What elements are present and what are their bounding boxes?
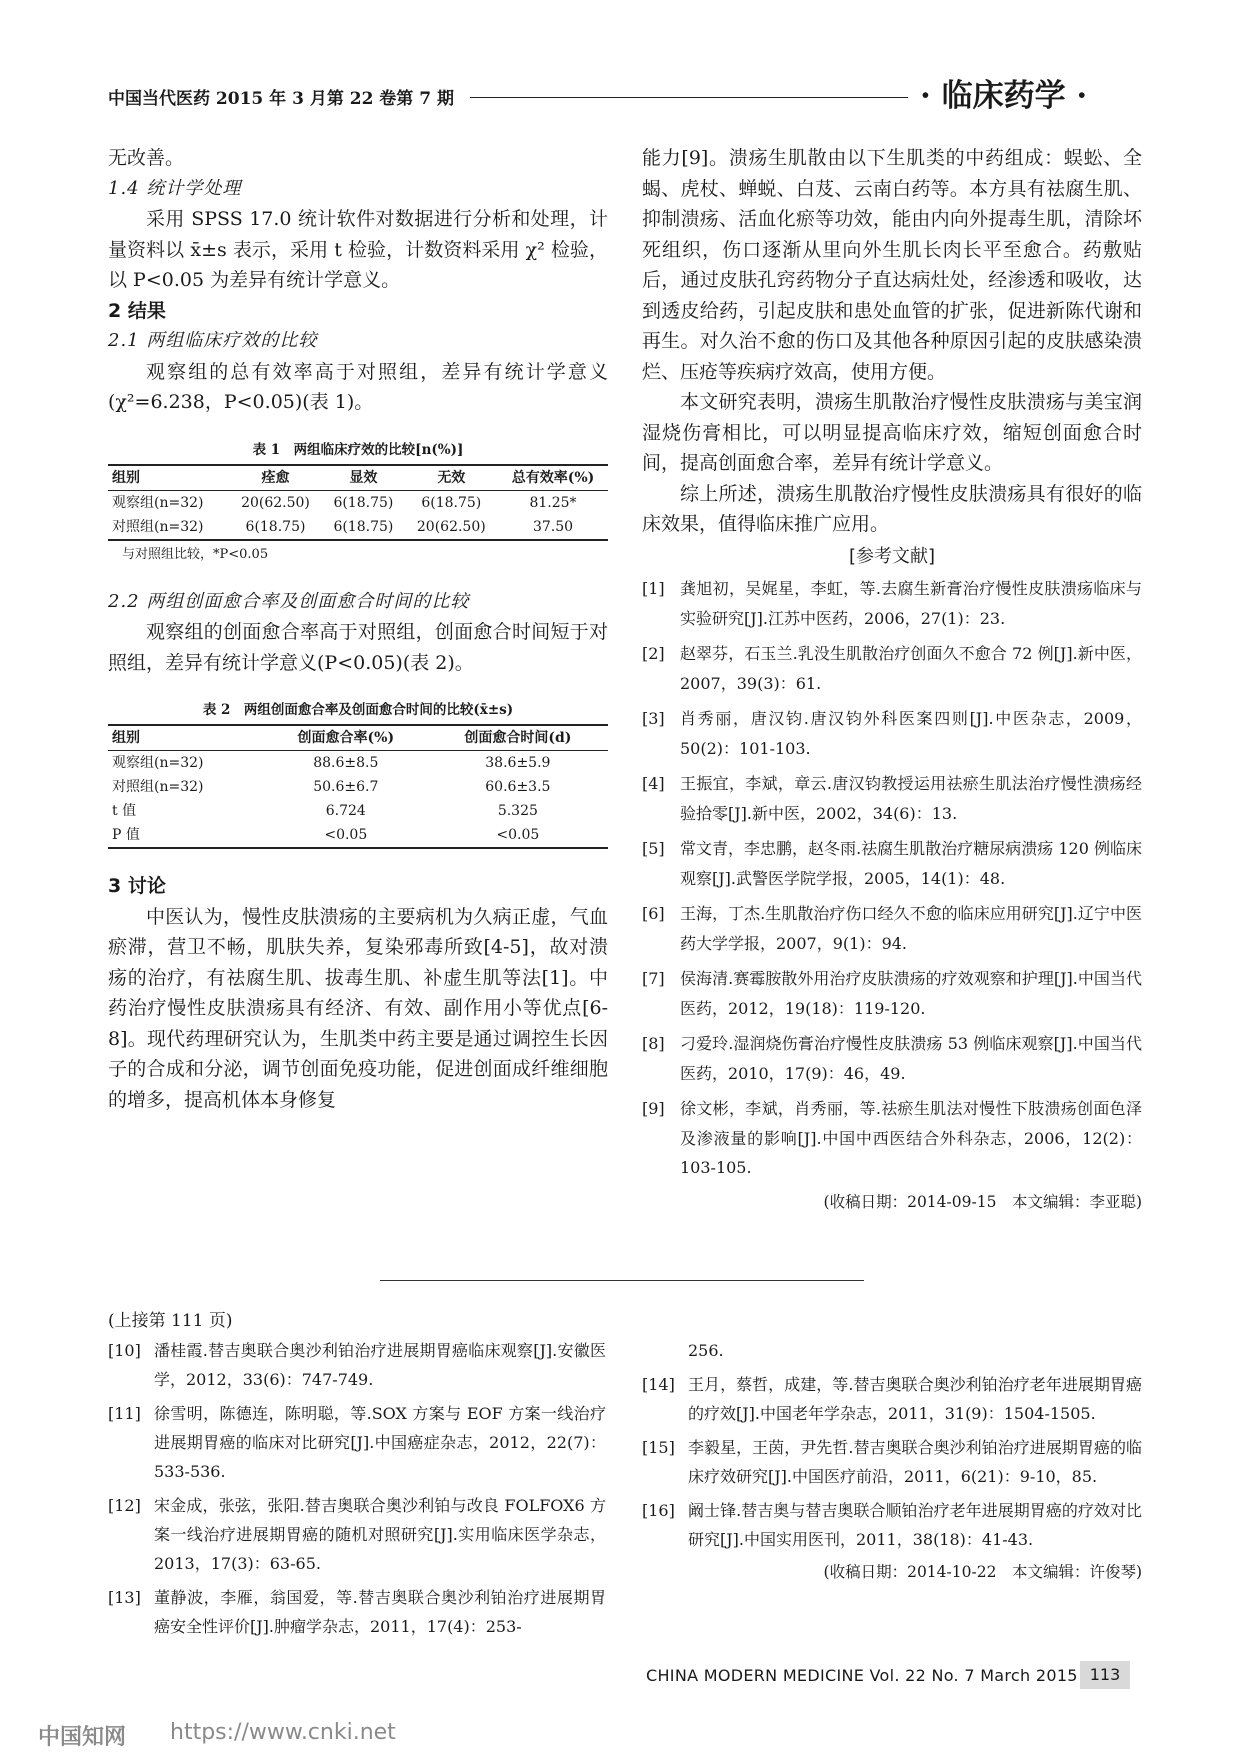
- table-cell: <0.05: [264, 823, 428, 848]
- received-date: (收稿日期：2014-10-22 本文编辑：许俊琴): [823, 1563, 1142, 1581]
- reference-item: [642, 1496, 1142, 1554]
- table-cell: 对照组(n=32): [112, 779, 204, 795]
- table-cell: <0.05: [428, 823, 608, 848]
- table-header-cell: 总有效率(%): [498, 465, 608, 491]
- table-header-row: [108, 465, 608, 491]
- reference-text: 徐文彬，李斌，肖秀丽，等.祛瘀生肌法对慢性下肢溃疡创面色泽及渗液量的影响[J].中国中西医结合外科杂志，2006，12(2)：103-105.: [680, 1099, 1142, 1177]
- reference-text: 宋金成，张弦，张阳.替吉奥联合奥沙利铂与改良 FOLFOX6 方案一线治疗进展期胃癌的随机对照研究[J].实用临床医学杂志，2013，17(3)：63-65.: [154, 1496, 606, 1573]
- table-header-cell: 组别: [108, 465, 229, 491]
- reference-number: [12]: [108, 1496, 141, 1515]
- table-header-cell: 组别: [108, 725, 264, 751]
- table-header-cell: 痊愈: [229, 465, 322, 491]
- table-1-caption: 表 1 两组临床疗效的比较[n(%)]: [252, 441, 464, 458]
- reference-item: [642, 1094, 1142, 1183]
- table-cell: 观察组(n=32): [112, 755, 204, 771]
- reference-text: 常文青，李忠鹏，赵冬雨.祛腐生肌散治疗糖尿病溃疡 120 例临床观察[J].武警医学院学报，2005，14(1)：48.: [680, 839, 1142, 888]
- table-row: [108, 490, 608, 515]
- reference-number: [11]: [108, 1404, 141, 1423]
- table-cell: 6(18.75): [322, 515, 405, 540]
- reference-text: 刁爱玲.湿润烧伤膏治疗慢性皮肤溃疡 53 例临床观察[J].中国当代医药，2010，17(9)：46，49.: [680, 1034, 1142, 1083]
- table-cell: 88.6±8.5: [313, 755, 379, 771]
- table-cell: 38.6±5.9: [485, 755, 551, 771]
- table-cell: 对照组(n=32): [108, 515, 229, 540]
- reference-text: 李毅星，王茵，尹先哲.替吉奥联合奥沙利铂治疗进展期胃癌的临床疗效研究[J].中国医疗前沿，2011，6(21)：9-10，85.: [688, 1438, 1142, 1486]
- reference-number: [2]: [642, 644, 665, 663]
- table-header-row: [108, 725, 608, 751]
- paragraph-2-1: 观察组的总有效率高于对照组，差异有统计学意义(χ²=6.238，P<0.05)(表 1)。: [108, 360, 608, 413]
- reference-text: 赵翠芬，石玉兰.乳没生肌散治疗创面久不愈合 72 例[J].新中医，2007，39(3)：61.: [680, 644, 1142, 693]
- table-cell: 20(62.50): [405, 515, 498, 540]
- running-header: 中国当代医药 2015 年 3 月第 22 卷第 7 期: [108, 89, 454, 109]
- reference-continuation: 256.: [688, 1341, 724, 1360]
- paragraph: 能力[9]。溃疡生肌散由以下生肌类的中药组成：蜈蚣、全蝎、虎杖、蝉蜕、白芨、云南白药等。本方具有祛腐生肌、抑制溃疡、活血化瘀等功效，能由内向外提毒生肌，清除坏死组织，伤口逐渐从里向外生肌长肉长平至愈合。药敷贴后，通过皮肤孔窍药物分子直达病灶处，经渗透和吸收，达到透皮给药，引起皮肤和患处血管的扩张，促进新陈代谢和再生。对久治不愈的伤口及其他各种原因引起的皮肤感染溃烂、压疮等疾病疗效高，使用方便。: [642, 147, 1142, 383]
- reference-item: [642, 834, 1142, 893]
- reference-item: [642, 1370, 1142, 1428]
- reference-number: [4]: [642, 774, 665, 793]
- table-cell: 37.50: [498, 515, 608, 540]
- table-row: [108, 515, 608, 540]
- paragraph: 本文研究表明，溃疡生肌散治疗慢性皮肤溃疡与美宝润湿烧伤膏相比，可以明显提高临床疗效，缩短创面愈合时间，提高创面愈合率，差异有统计学意义。: [642, 391, 1142, 474]
- reference-text: 龚旭初，吴娓星，李虹，等.去腐生新膏治疗慢性皮肤溃疡临床与实验研究[J].江苏中医药，2006，27(1)：23.: [680, 579, 1142, 628]
- reference-number: [5]: [642, 839, 665, 858]
- reference-number: [13]: [108, 1588, 141, 1607]
- heading-2-2: 2.2 两组创面愈合率及创面愈合时间的比较: [108, 590, 470, 612]
- reference-item: [642, 639, 1142, 698]
- reference-text: 阚士锋.替吉奥与替吉奥联合顺铂治疗老年进展期胃癌的疗效对比研究[J].中国实用医刊，2011，38(18)：41-43.: [688, 1501, 1142, 1549]
- heading-2-1: 2.1 两组临床疗效的比较: [108, 330, 318, 351]
- table-cell: t 值: [112, 803, 137, 819]
- reference-item: [108, 1399, 606, 1486]
- table-cell: 20(62.50): [241, 494, 310, 511]
- reference-text: 徐雪明，陈德连，陈明聪，等.SOX 方案与 EOF 方案一线治疗进展期胃癌的临床对比研究[J].中国癌症杂志，2012，22(7)：533-536.: [154, 1404, 606, 1481]
- table-row: [108, 775, 608, 799]
- reference-item: [642, 769, 1142, 828]
- table-header-cell: 创面愈合时间(d): [428, 725, 608, 751]
- reference-number: [16]: [642, 1501, 675, 1520]
- continued-label: (上接第 111 页): [108, 1311, 233, 1331]
- cnki-watermark-url: https://www.cnki.net: [170, 1720, 396, 1745]
- reference-item: [108, 1491, 606, 1578]
- table-cell: 6(18.75): [333, 494, 394, 511]
- table-cell: 81.25*: [529, 494, 577, 511]
- reference-number: [15]: [642, 1438, 675, 1457]
- heading-discussion: 3 讨论: [108, 875, 166, 897]
- table-header-cell: 创面愈合率(%): [264, 725, 428, 751]
- reference-item: [642, 1433, 1142, 1491]
- right-column: [642, 143, 1142, 1215]
- header-rule: [470, 97, 908, 98]
- heading-results: 2 结果: [108, 299, 166, 322]
- left-column: [108, 143, 608, 1115]
- table-1-note: 与对照组比较，*P<0.05: [122, 546, 269, 562]
- table-2: [108, 724, 608, 849]
- reference-text: 王海，丁杰.生肌散治疗伤口经久不愈的临床应用研究[J].辽宁中医药大学学报，2007，9(1)：94.: [680, 904, 1142, 953]
- table-header-cell: 无效: [405, 465, 498, 491]
- table-row: [108, 823, 608, 848]
- paragraph: 综上所述，溃疡生肌散治疗慢性皮肤溃疡具有很好的临床效果，值得临床推广应用。: [642, 482, 1142, 535]
- reference-text: 侯海清.赛霉胺散外用治疗皮肤溃疡的疗效观察和护理[J].中国当代医药，2012，19(18)：119-120.: [680, 969, 1142, 1018]
- reference-number: [6]: [642, 904, 665, 923]
- continued-right-column: [642, 1336, 1142, 1585]
- reference-text: 王月，蔡哲，成建，等.替吉奥联合奥沙利铂治疗老年进展期胃癌的疗效[J].中国老年学杂志，2011，31(9)：1504-1505.: [688, 1375, 1142, 1423]
- table-cell: 60.6±3.5: [485, 779, 551, 795]
- table-cell: 5.325: [497, 803, 538, 819]
- table-cell: 6(18.75): [229, 515, 322, 540]
- paragraph-stats: 采用 SPSS 17.0 统计软件对数据进行分析和处理，计量资料以 x̄±s 表示，采用 t 检验，计数资料采用 χ² 检验，以 P<0.05 为差异有统计学意义。: [108, 208, 608, 291]
- cnki-watermark-logo: 中国知网: [38, 1725, 127, 1750]
- page-number: 113: [1080, 1661, 1130, 1689]
- received-date: (收稿日期：2014-09-15 本文编辑：李亚聪): [823, 1192, 1142, 1211]
- reference-text: 肖秀丽，唐汉钧.唐汉钧外科医案四则[J].中医杂志，2009，50(2)：101-103.: [680, 709, 1142, 758]
- reference-number: [8]: [642, 1034, 665, 1053]
- paragraph-2-2: 观察组的创面愈合率高于对照组，创面愈合时间短于对照组，差异有统计学意义(P<0.05)(表 2)。: [108, 621, 608, 674]
- reference-number: [10]: [108, 1341, 141, 1360]
- continued-left-column: [108, 1336, 606, 1646]
- reference-item: [642, 704, 1142, 763]
- journal-footer: CHINA MODERN MEDICINE Vol. 22 No. 7 March 2015: [646, 1666, 1078, 1685]
- reference-item: [642, 574, 1142, 633]
- reference-number: [7]: [642, 969, 665, 988]
- table-row: [108, 799, 608, 823]
- paragraph: 无改善。: [108, 147, 185, 169]
- table-1: [108, 464, 608, 541]
- reference-item: [642, 1029, 1142, 1088]
- reference-item: [642, 964, 1142, 1023]
- table-cell: 6.724: [325, 803, 366, 819]
- reference-text: 潘桂霞.替吉奥联合奥沙利铂治疗进展期胃癌临床观察[J].安徽医学，2012，33(6)：747-749.: [154, 1341, 606, 1389]
- paragraph-discussion: 中医认为，慢性皮肤溃疡的主要病机为久病正虚，气血瘀滞，营卫不畅，肌肤失养，复染邪毒所致[4-5]，故对溃疡的治疗，有祛腐生肌、拔毒生肌、补虚生肌等法[1]。中药治疗慢性皮肤溃疡具有经济、有效、副作用小等优点[6-8]。现代药理研究认为，生肌类中药主要是通过调控生长因子的合成和分泌，调节创面免疫功能，促进创面成纤维细胞的增多，提高机体本身修复: [108, 905, 608, 1111]
- reference-item: [108, 1336, 606, 1394]
- reference-number: [14]: [642, 1375, 675, 1394]
- reference-text: 王振宜，李斌，章云.唐汉钧教授运用祛瘀生肌法治疗慢性溃疡经验拾零[J].新中医，2002，34(6)：13.: [680, 774, 1142, 823]
- table-cell: 50.6±6.7: [313, 779, 379, 795]
- section-divider: [380, 1280, 864, 1281]
- heading-1-4: 1.4 统计学处理: [108, 177, 242, 199]
- table-cell: 6(18.75): [421, 494, 482, 511]
- reference-item: [108, 1583, 606, 1641]
- reference-number: [1]: [642, 579, 665, 598]
- reference-item: [642, 899, 1142, 958]
- table-row: [108, 751, 608, 776]
- references-title: [参考文献]: [848, 545, 936, 567]
- table-cell: 观察组(n=32): [112, 494, 204, 511]
- reference-list: [642, 574, 1142, 1183]
- table-header-cell: 显效: [322, 465, 405, 491]
- table-2-caption: 表 2 两组创面愈合率及创面愈合时间的比较(x̄±s): [202, 702, 514, 718]
- reference-number: [9]: [642, 1099, 665, 1118]
- reference-number: [3]: [642, 709, 665, 728]
- section-title: · 临床药学 ·: [920, 78, 1088, 114]
- reference-text: 董静波，李雁，翁国爱，等.替吉奥联合奥沙利铂治疗进展期胃癌安全性评价[J].肿瘤学杂志，2011，17(4)：253-: [154, 1588, 606, 1636]
- table-cell: P 值: [108, 823, 264, 848]
